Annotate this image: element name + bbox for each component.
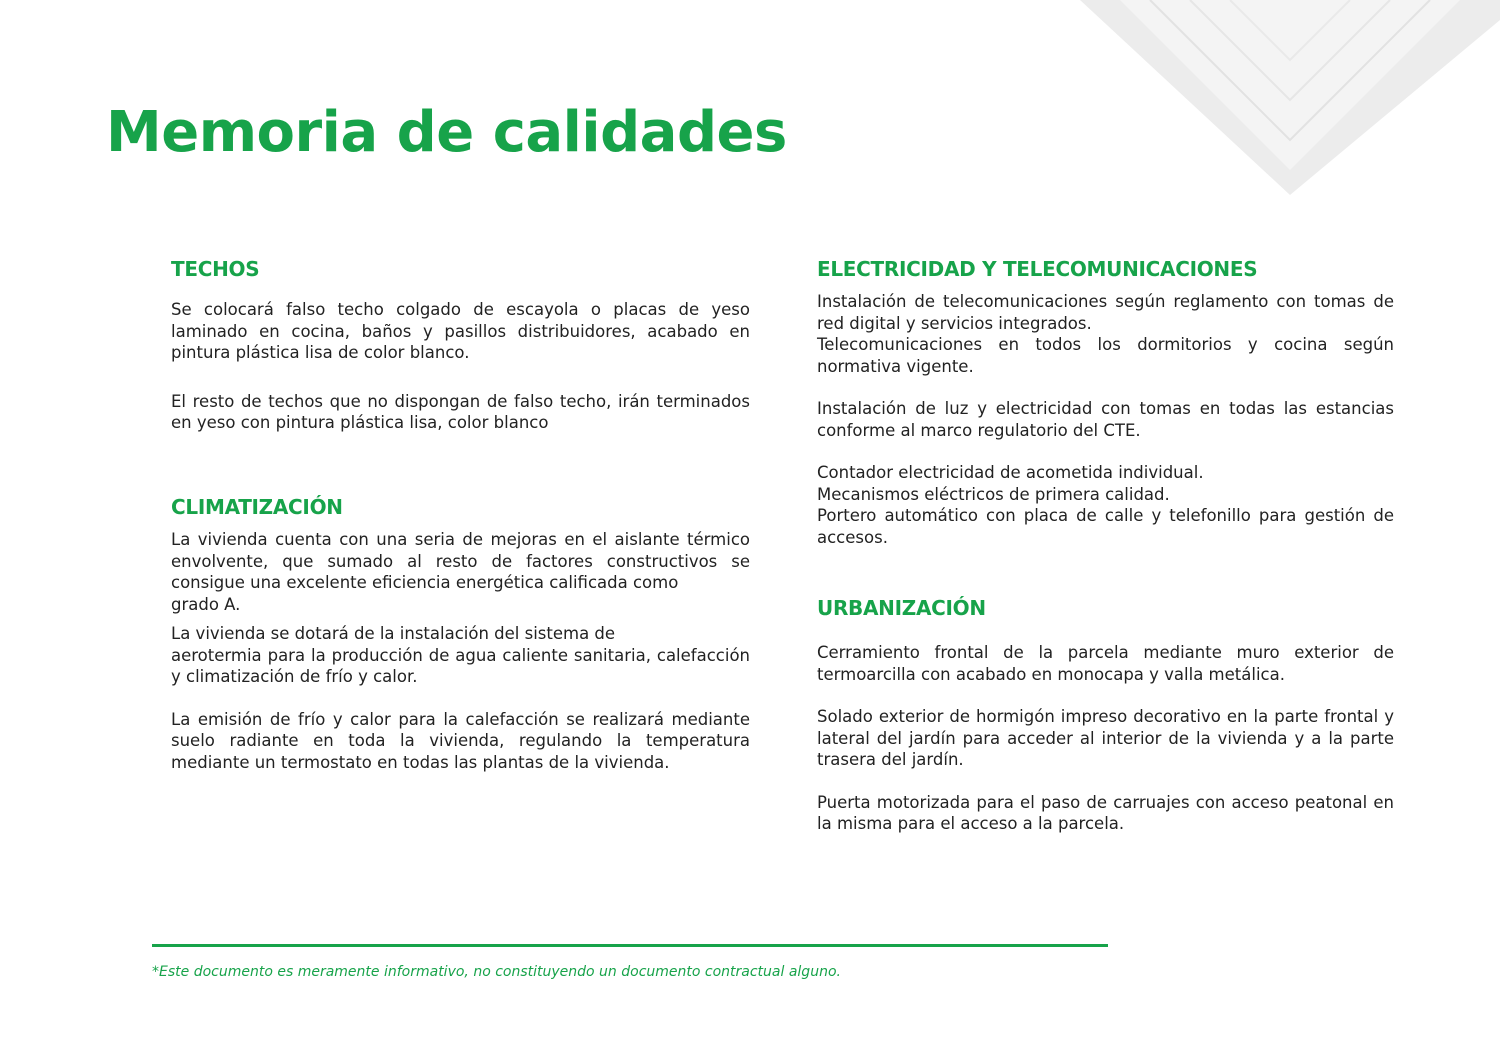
section-heading-climatizacion: CLIMATIZACIÓN xyxy=(171,495,343,519)
footer-disclaimer: *Este documento es meramente informativo, no constituyendo un documento contractual alguno. xyxy=(152,964,841,980)
paragraph: Instalación de luz y electricidad con tomas en todas las estancias conforme al marco regulatorio del CTE. xyxy=(817,399,1394,440)
section-electricidad xyxy=(817,257,1394,548)
paragraph: Instalación de telecomunicaciones según reglamento con tomas de red digital y servicios integrados. xyxy=(817,292,1394,333)
paragraph: Se colocará falso techo colgado de escayola o placas de yeso laminado en cocina, baños y pasillos distribuidores, acabado en pintura plástica lisa de color blanco. xyxy=(171,300,750,362)
paragraph: La vivienda se dotará de la instalación del sistema de xyxy=(171,624,616,643)
paragraph: La vivienda cuenta con una seria de mejoras en el aislante térmico envolvente, que sumado al resto de factores constructivos se consigue una excelente eficiencia energética calificada como xyxy=(171,530,750,592)
section-heading-electricidad: ELECTRICIDAD Y TELECOMUNICACIONES xyxy=(817,257,1258,281)
paragraph: Solado exterior de hormigón impreso decorativo en la parte frontal y lateral del jardín para acceder al interior de la vivienda y a la parte trasera del jardín. xyxy=(817,707,1394,769)
section-climatizacion xyxy=(171,495,750,773)
section-heading-urbanizacion: URBANIZACIÓN xyxy=(817,596,986,620)
corner-decoration xyxy=(1080,0,1500,220)
paragraph: Puerta motorizada para el paso de carruajes con acceso peatonal en la misma para el acceso a la parcela. xyxy=(817,792,1394,833)
paragraph: Contador electricidad de acometida individual. xyxy=(817,463,1204,482)
paragraph: aerotermia para la producción de agua caliente sanitaria, calefacción y climatización de frío y calor. xyxy=(171,645,750,686)
paragraph: Telecomunicaciones en todos los dormitorios y cocina según normativa vigente. xyxy=(817,335,1394,376)
section-heading-techos: TECHOS xyxy=(171,257,260,281)
paragraph: Mecanismos eléctricos de primera calidad. xyxy=(817,484,1170,504)
page-title: Memoria de calidades xyxy=(106,100,787,165)
paragraph: Portero automático con placa de calle y telefonillo para gestión de accesos. xyxy=(817,506,1394,547)
section-techos xyxy=(171,257,750,434)
paragraph: El resto de techos que no dispongan de falso techo, irán terminados en yeso con pintura plástica lisa, color blanco xyxy=(171,391,750,432)
paragraph: Cerramiento frontal de la parcela mediante muro exterior de termoarcilla con acabado en monocapa y valla metálica. xyxy=(817,643,1394,684)
paragraph: La emisión de frío y calor para la calefacción se realizará mediante suelo radiante en toda la vivienda, regulando la temperatura mediante un termostato en todas las plantas de la vivienda. xyxy=(171,709,750,772)
footer-divider xyxy=(152,944,1108,947)
paragraph: grado A. xyxy=(171,594,241,614)
section-urbanizacion xyxy=(817,596,1394,835)
